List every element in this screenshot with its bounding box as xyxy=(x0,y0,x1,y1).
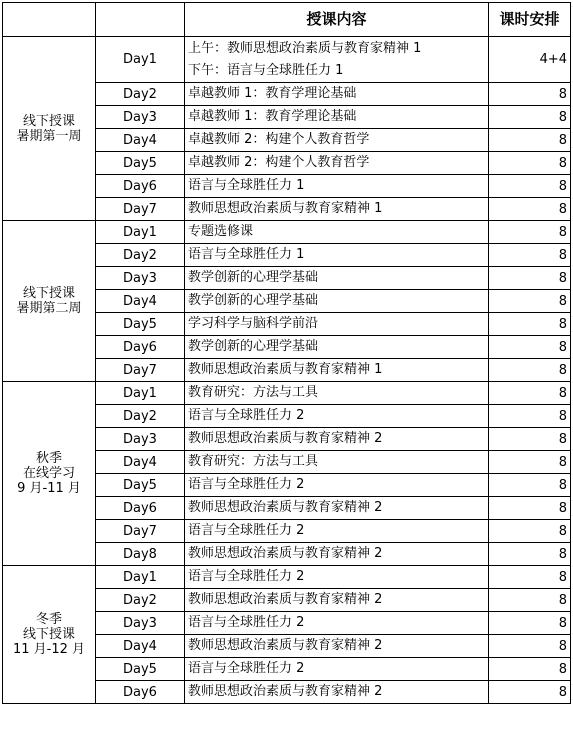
content-line: 上午：教师思想政治素质与教育家精神 1 xyxy=(188,40,422,56)
day-cell: Day4 xyxy=(96,290,185,313)
day-cell: Day4 xyxy=(96,635,185,658)
group-label-line: 线下授课 xyxy=(22,113,75,129)
hours-cell: 8 xyxy=(489,589,571,612)
content-cell xyxy=(185,382,489,405)
content-cell xyxy=(185,175,489,198)
content-cell xyxy=(185,612,489,635)
day-cell: Day3 xyxy=(96,612,185,635)
hours-cell: 8 xyxy=(489,129,571,152)
header-content-cell: 授课内容 xyxy=(185,3,489,37)
table-row xyxy=(3,221,571,244)
content-line: 语言与全球胜任力 2 xyxy=(188,661,305,676)
content-cell xyxy=(185,658,489,681)
day-cell: Day7 xyxy=(96,359,185,382)
hours-cell: 8 xyxy=(489,405,571,428)
content-line: 教师思想政治素质与教育家精神 2 xyxy=(188,638,383,653)
day-cell: Day7 xyxy=(96,198,185,221)
content-cell xyxy=(185,336,489,359)
group-label-cell xyxy=(3,382,96,566)
day-cell: Day8 xyxy=(96,543,185,566)
hours-cell: 8 xyxy=(489,152,571,175)
day-cell: Day4 xyxy=(96,451,185,474)
day-cell: Day1 xyxy=(96,566,185,589)
day-cell: Day1 xyxy=(96,37,185,83)
hours-cell: 8 xyxy=(489,681,571,704)
content-cell xyxy=(185,359,489,382)
hours-cell: 8 xyxy=(489,543,571,566)
group-label-line: 11 月-12 月 xyxy=(12,642,86,657)
content-line: 教师思想政治素质与教育家精神 1 xyxy=(188,362,383,377)
header-hours-cell: 课时安排 xyxy=(489,3,571,37)
hours-cell: 8 xyxy=(489,451,571,474)
content-cell xyxy=(185,405,489,428)
content-cell xyxy=(185,474,489,497)
table-header-row xyxy=(3,3,571,37)
content-line: 语言与全球胜任力 2 xyxy=(188,615,305,630)
day-cell: Day5 xyxy=(96,474,185,497)
content-cell xyxy=(185,589,489,612)
content-line: 卓越教师 1：教育学理论基础 xyxy=(188,86,357,101)
hours-cell: 8 xyxy=(489,497,571,520)
group-label-line: 冬季 xyxy=(35,612,62,627)
hours-cell: 8 xyxy=(489,428,571,451)
hours-cell: 8 xyxy=(489,382,571,405)
group-label-line: 秋季 xyxy=(35,451,62,466)
content-cell xyxy=(185,152,489,175)
schedule-table xyxy=(2,2,571,704)
day-cell: Day5 xyxy=(96,658,185,681)
content-cell xyxy=(185,221,489,244)
content-line: 教师思想政治素质与教育家精神 2 xyxy=(188,546,383,561)
day-cell: Day6 xyxy=(96,336,185,359)
content-cell xyxy=(185,37,489,83)
content-cell xyxy=(185,520,489,543)
content-cell xyxy=(185,497,489,520)
content-cell xyxy=(185,83,489,106)
group-label-cell xyxy=(3,566,96,704)
hours-cell: 8 xyxy=(489,520,571,543)
group-label-cell xyxy=(3,37,96,221)
content-line: 教师思想政治素质与教育家精神 2 xyxy=(188,592,383,607)
content-line: 语言与全球胜任力 2 xyxy=(188,477,305,492)
hours-cell: 8 xyxy=(489,313,571,336)
day-cell: Day2 xyxy=(96,405,185,428)
day-cell: Day6 xyxy=(96,681,185,704)
day-cell: Day1 xyxy=(96,221,185,244)
day-cell: Day6 xyxy=(96,175,185,198)
content-line: 教学创新的心理学基础 xyxy=(188,270,319,285)
hours-cell: 8 xyxy=(489,566,571,589)
content-cell xyxy=(185,106,489,129)
content-cell xyxy=(185,267,489,290)
group-label-line: 在线学习 xyxy=(22,466,75,481)
content-cell xyxy=(185,543,489,566)
group-label-line: 9 月-11 月 xyxy=(17,481,81,496)
hours-cell: 8 xyxy=(489,474,571,497)
content-line: 卓越教师 1：教育学理论基础 xyxy=(188,109,357,124)
day-cell: Day4 xyxy=(96,129,185,152)
group-label-line: 暑期第一周 xyxy=(16,128,82,144)
group-label-line: 线下授课 xyxy=(22,627,75,642)
content-cell xyxy=(185,451,489,474)
content-cell xyxy=(185,290,489,313)
hours-cell: 8 xyxy=(489,267,571,290)
day-cell: Day3 xyxy=(96,428,185,451)
content-line: 学习科学与脑科学前沿 xyxy=(188,316,319,331)
content-line: 教师思想政治素质与教育家精神 2 xyxy=(188,684,383,699)
content-cell xyxy=(185,566,489,589)
content-cell xyxy=(185,681,489,704)
content-cell xyxy=(185,244,489,267)
content-line: 教学创新的心理学基础 xyxy=(188,339,319,354)
day-cell: Day7 xyxy=(96,520,185,543)
content-line: 教师思想政治素质与教育家精神 2 xyxy=(188,431,383,446)
content-cell xyxy=(185,313,489,336)
hours-cell: 8 xyxy=(489,359,571,382)
hours-cell: 8 xyxy=(489,175,571,198)
day-cell: Day1 xyxy=(96,382,185,405)
hours-cell: 8 xyxy=(489,83,571,106)
hours-cell: 8 xyxy=(489,658,571,681)
table-row xyxy=(3,382,571,405)
hours-cell: 8 xyxy=(489,336,571,359)
day-cell: Day5 xyxy=(96,313,185,336)
header-corner-cell xyxy=(3,3,96,37)
group-label-line: 暑期第二周 xyxy=(16,301,82,316)
content-line: 语言与全球胜任力 1 xyxy=(188,247,305,262)
content-line: 教师思想政治素质与教育家精神 1 xyxy=(188,201,383,216)
day-cell: Day3 xyxy=(96,267,185,290)
hours-cell: 8 xyxy=(489,198,571,221)
day-cell: Day5 xyxy=(96,152,185,175)
hours-cell: 8 xyxy=(489,106,571,129)
content-cell xyxy=(185,635,489,658)
content-line: 语言与全球胜任力 1 xyxy=(188,178,305,193)
content-line: 语言与全球胜任力 2 xyxy=(188,569,305,584)
content-cell xyxy=(185,198,489,221)
content-line: 语言与全球胜任力 2 xyxy=(188,408,305,423)
day-cell: Day2 xyxy=(96,589,185,612)
content-cell xyxy=(185,428,489,451)
content-line: 语言与全球胜任力 2 xyxy=(188,523,305,538)
hours-cell: 8 xyxy=(489,244,571,267)
hours-cell: 8 xyxy=(489,221,571,244)
content-line: 卓越教师 2：构建个人教育哲学 xyxy=(188,132,370,147)
content-line: 卓越教师 2：构建个人教育哲学 xyxy=(188,155,370,170)
header-day-cell xyxy=(96,3,185,37)
hours-cell: 8 xyxy=(489,290,571,313)
group-label-line: 线下授课 xyxy=(22,286,75,301)
hours-cell: 8 xyxy=(489,612,571,635)
content-line: 教学创新的心理学基础 xyxy=(188,293,319,308)
table-row xyxy=(3,566,571,589)
schedule-body xyxy=(3,37,571,704)
day-cell: Day2 xyxy=(96,83,185,106)
content-line: 下午：语言与全球胜任力 1 xyxy=(188,62,344,78)
day-cell: Day6 xyxy=(96,497,185,520)
hours-cell: 4+4 xyxy=(489,37,571,83)
day-cell: Day3 xyxy=(96,106,185,129)
table-row xyxy=(3,37,571,83)
content-line: 教育研究：方法与工具 xyxy=(188,385,319,400)
content-line: 教师思想政治素质与教育家精神 2 xyxy=(188,500,383,515)
day-cell: Day2 xyxy=(96,244,185,267)
hours-cell: 8 xyxy=(489,635,571,658)
content-cell xyxy=(185,129,489,152)
content-line: 专题选修课 xyxy=(188,224,254,239)
content-line: 教育研究：方法与工具 xyxy=(188,454,319,469)
group-label-cell xyxy=(3,221,96,382)
